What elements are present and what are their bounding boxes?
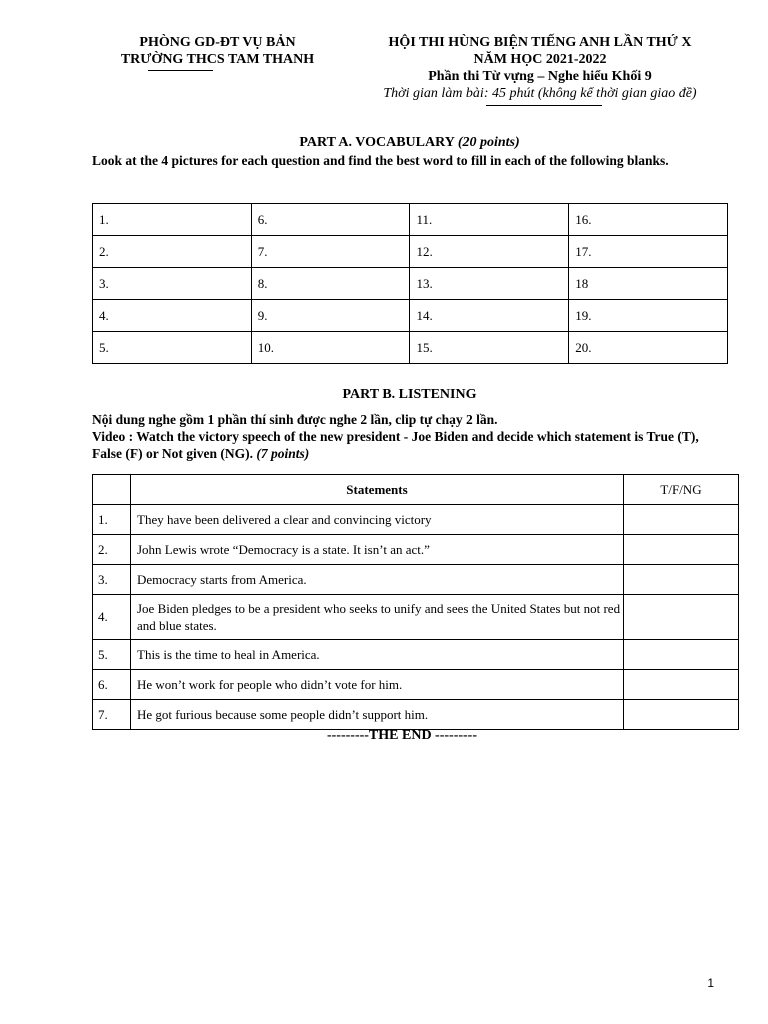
vocab-answer-cell[interactable]: 7. <box>251 236 410 268</box>
statement-number: 5. <box>93 640 131 670</box>
answer-column-header: T/F/NG <box>624 475 739 505</box>
vocab-row <box>93 332 728 364</box>
vocab-answer-cell[interactable]: 8. <box>251 268 410 300</box>
vocab-answer-cell[interactable]: 20. <box>569 332 728 364</box>
header-right-underline <box>486 105 602 106</box>
vocab-answer-cell[interactable]: 2. <box>93 236 252 268</box>
contest-section: Phần thi Từ vựng – Nghe hiểu Khối 9 <box>428 69 652 84</box>
statement-text: He won’t work for people who didn’t vote for him. <box>131 670 624 700</box>
statement-row <box>93 640 739 670</box>
answer-cell[interactable] <box>624 670 739 700</box>
listening-note: Nội dung nghe gồm 1 phần thí sinh được nghe 2 lần, clip tự chạy 2 lần. <box>92 412 498 427</box>
part-b-points: (7 points) <box>256 446 310 461</box>
vocab-answer-cell[interactable]: 17. <box>569 236 728 268</box>
answer-cell[interactable] <box>624 505 739 535</box>
vocab-row <box>93 204 728 236</box>
vocab-answer-cell[interactable]: 9. <box>251 300 410 332</box>
school-header <box>90 34 345 68</box>
vocab-answer-cell[interactable]: 14. <box>410 300 569 332</box>
header-left-underline <box>148 70 213 71</box>
table-header-row <box>93 475 739 505</box>
vocab-answer-cell[interactable]: 15. <box>410 332 569 364</box>
statement-number: 7. <box>93 700 131 730</box>
statement-row <box>93 535 739 565</box>
vocab-answer-cell[interactable]: 11. <box>410 204 569 236</box>
statement-text: Democracy starts from America. <box>131 565 624 595</box>
answer-cell[interactable] <box>624 535 739 565</box>
vocab-answer-cell[interactable]: 13. <box>410 268 569 300</box>
vocabulary-answer-grid <box>92 203 728 364</box>
vocab-answer-cell[interactable]: 5. <box>93 332 252 364</box>
part-b-title: PART B. LISTENING <box>342 387 477 402</box>
vocab-answer-cell[interactable]: 19. <box>569 300 728 332</box>
the-end-marker: ---------THE END --------- <box>326 728 478 743</box>
part-a-title: PART A. VOCABULARY <box>299 135 458 150</box>
statement-text: They have been delivered a clear and convincing victory <box>131 505 624 535</box>
contest-header <box>345 34 735 102</box>
time-allowed: Thời gian làm bài: 45 phút (không kể thời gian giao đề) <box>383 86 697 101</box>
vocab-row <box>93 300 728 332</box>
answer-cell[interactable] <box>624 640 739 670</box>
statement-row <box>93 505 739 535</box>
statement-number: 6. <box>93 670 131 700</box>
part-a-heading <box>92 135 727 151</box>
vocab-answer-cell[interactable]: 16. <box>569 204 728 236</box>
vocab-row <box>93 236 728 268</box>
school-name: TRƯỜNG THCS TAM THANH <box>120 52 315 67</box>
vocab-answer-cell[interactable]: 1. <box>93 204 252 236</box>
statement-row <box>93 700 739 730</box>
vocab-answer-cell[interactable]: 6. <box>251 204 410 236</box>
statement-row <box>93 595 739 640</box>
statement-text: John Lewis wrote “Democracy is a state. It isn’t an act.” <box>131 535 624 565</box>
vocab-answer-cell[interactable]: 3. <box>93 268 252 300</box>
part-a-points: (20 points) <box>457 135 520 150</box>
answer-cell[interactable] <box>624 595 739 640</box>
listening-instruction-text: Video : Watch the victory speech of the new president - Joe Biden and decide which statement is True (T), False (F) or Not given (NG). <box>92 429 699 461</box>
statement-row <box>93 565 739 595</box>
vocab-answer-cell[interactable]: 10. <box>251 332 410 364</box>
statement-text: This is the time to heal in America. <box>131 640 624 670</box>
listening-statements-table <box>92 474 739 730</box>
contest-title: HỘI THI HÙNG BIỆN TIẾNG ANH LẦN THỨ X <box>388 35 692 50</box>
answer-cell[interactable] <box>624 565 739 595</box>
vocab-answer-cell[interactable]: 4. <box>93 300 252 332</box>
statement-number: 2. <box>93 535 131 565</box>
number-column-header <box>93 475 131 505</box>
department-name: PHÒNG GD-ĐT VỤ BẢN <box>139 35 296 50</box>
answer-cell[interactable] <box>624 700 739 730</box>
page-number: 1 <box>707 976 714 990</box>
vocab-row <box>93 268 728 300</box>
statement-text: Joe Biden pledges to be a president who seeks to unify and sees the United States but not red and blue states. <box>131 595 624 640</box>
vocab-answer-cell[interactable]: 18 <box>569 268 728 300</box>
listening-instruction <box>92 428 732 462</box>
statement-row <box>93 670 739 700</box>
statement-number: 3. <box>93 565 131 595</box>
part-a-instruction: Look at the 4 pictures for each question and find the best word to fill in each of the following blanks. <box>92 153 669 168</box>
school-year: NĂM HỌC 2021-2022 <box>473 52 607 67</box>
statement-text: He got furious because some people didn’t support him. <box>131 700 624 730</box>
vocab-answer-cell[interactable]: 12. <box>410 236 569 268</box>
statement-number: 1. <box>93 505 131 535</box>
statements-column-header: Statements <box>131 475 624 505</box>
statement-number: 4. <box>93 595 131 640</box>
